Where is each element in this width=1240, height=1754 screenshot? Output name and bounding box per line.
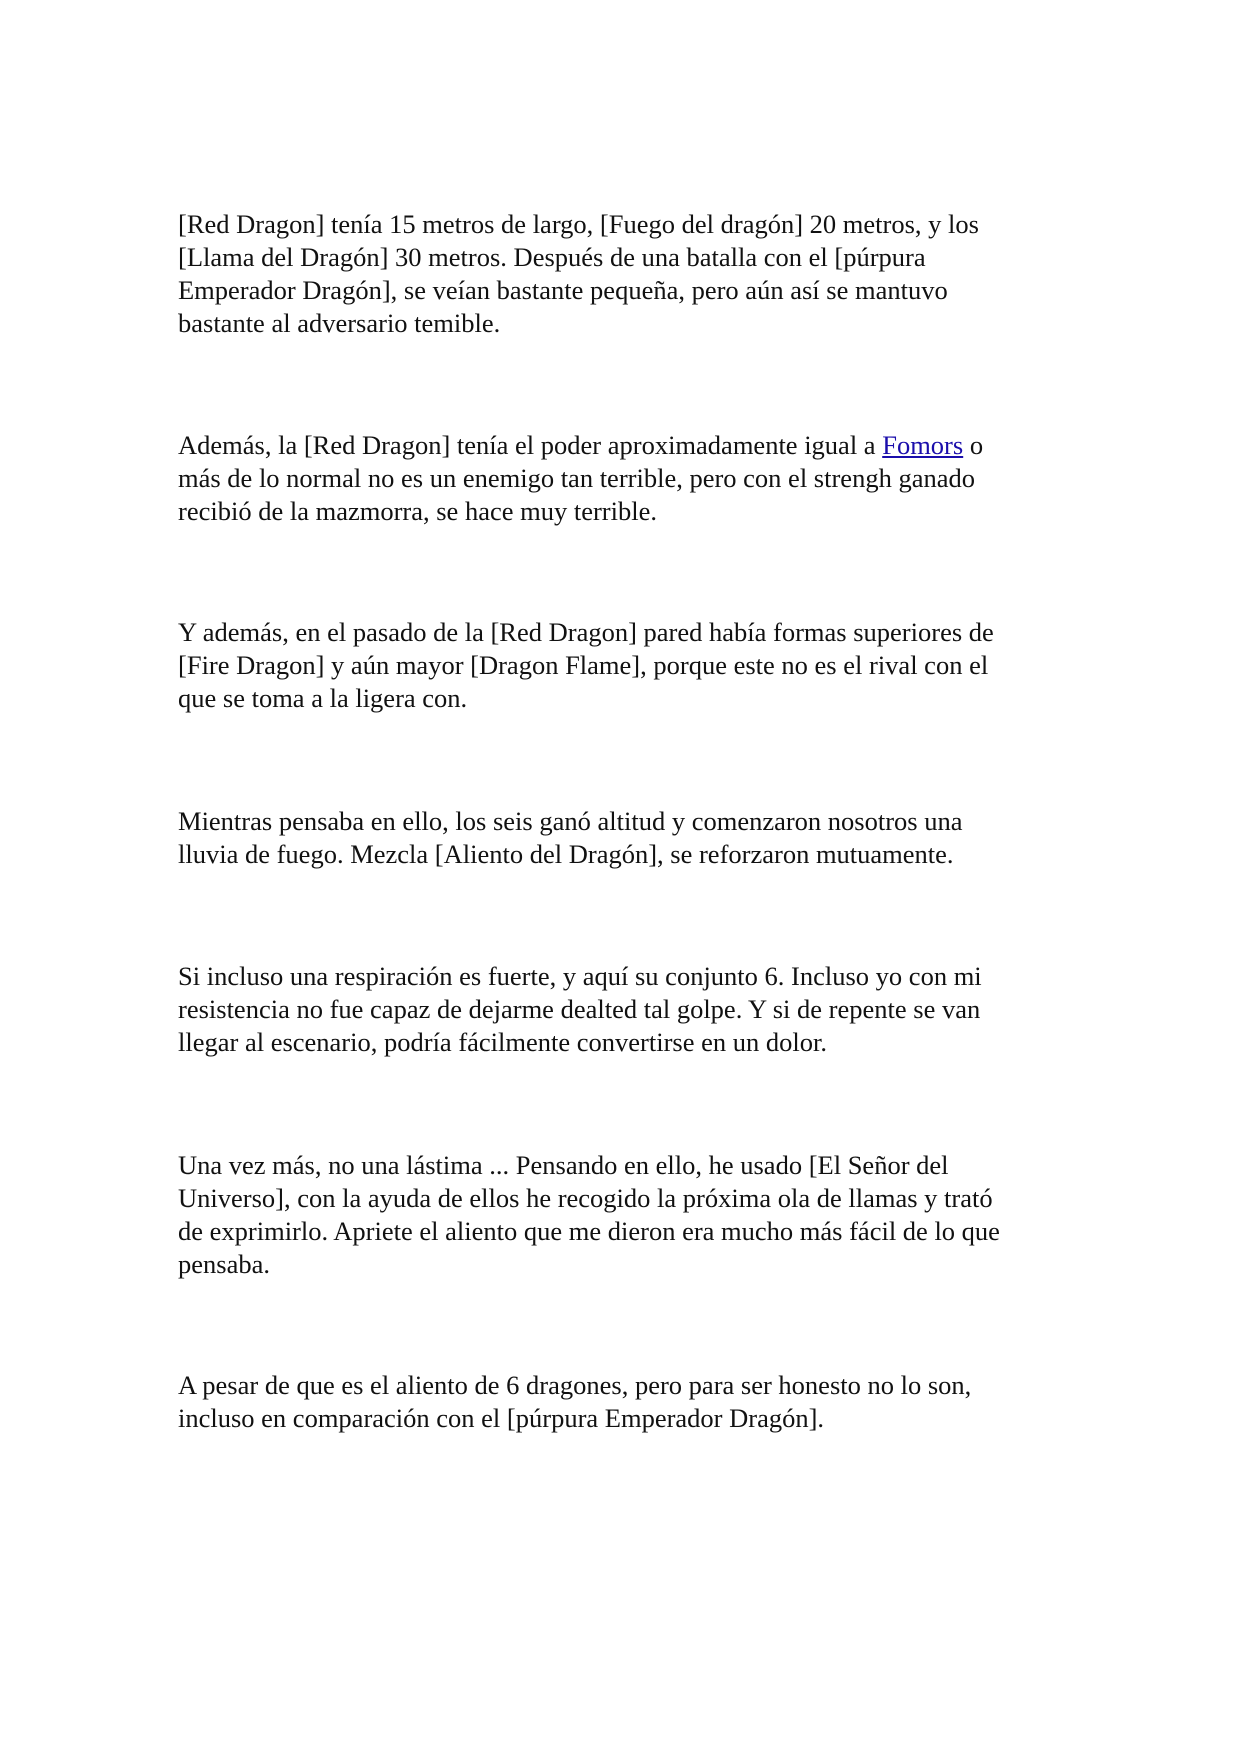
text-line: [Fire Dragon] y aún mayor [Dragon Flame], porque este no es el rival con el xyxy=(178,650,989,680)
text-line: resistencia no fue capaz de dejarme dealted tal golpe. Y si de repente se van xyxy=(178,994,981,1024)
text-line: lluvia de fuego. Mezcla [Aliento del Dragón], se reforzaron mutuamente. xyxy=(178,839,954,869)
text-line: recibió de la mazmorra, se hace muy terrible. xyxy=(178,496,657,526)
text-line: [Llama del Dragón] 30 metros. Después de una batalla con el [púrpura xyxy=(178,242,926,272)
text-line xyxy=(178,429,1078,462)
text-segment: Además, la [Red Dragon] tenía el poder aproximadamente igual a xyxy=(178,430,883,460)
paragraph-3 xyxy=(178,616,1078,715)
text-line: A pesar de que es el aliento de 6 dragones, pero para ser honesto no lo son, xyxy=(178,1370,972,1400)
text-line: incluso en comparación con el [púrpura Emperador Dragón]. xyxy=(178,1403,825,1433)
text-line: bastante al adversario temible. xyxy=(178,308,501,338)
paragraph-4 xyxy=(178,805,1078,871)
text-line: más de lo normal no es un enemigo tan terrible, pero con el strengh ganado xyxy=(178,463,975,493)
text-line: Universo], con la ayuda de ellos he recogido la próxima ola de llamas y trató xyxy=(178,1183,993,1213)
text-line: Mientras pensaba en ello, los seis ganó altitud y comenzaron nosotros una xyxy=(178,806,963,836)
text-line: Una vez más, no una lástima ... Pensando en ello, he usado [El Señor del xyxy=(178,1150,949,1180)
text-line: pensaba. xyxy=(178,1249,270,1279)
text-line: que se toma a la ligera con. xyxy=(178,683,468,713)
paragraph-6 xyxy=(178,1149,1078,1281)
text-line: Y además, en el pasado de la [Red Dragon] pared había formas superiores de xyxy=(178,617,994,647)
text-line: Emperador Dragón], se veían bastante pequeña, pero aún así se mantuvo xyxy=(178,275,948,305)
paragraph-2 xyxy=(178,429,1078,528)
paragraph-5 xyxy=(178,960,1078,1059)
text-line: de exprimirlo. Apriete el aliento que me dieron era mucho más fácil de lo que xyxy=(178,1216,1000,1246)
text-line: Si incluso una respiración es fuerte, y aquí su conjunto 6. Incluso yo con mi xyxy=(178,961,982,991)
paragraph-7 xyxy=(178,1369,1078,1435)
text-line: [Red Dragon] tenía 15 metros de largo, [Fuego del dragón] 20 metros, y los xyxy=(178,209,979,239)
text-segment: o xyxy=(963,430,984,460)
text-line: llegar al escenario, podría fácilmente convertirse en un dolor. xyxy=(178,1027,827,1057)
paragraph-1 xyxy=(178,208,1078,340)
fomors-link[interactable]: Fomors xyxy=(882,430,964,460)
